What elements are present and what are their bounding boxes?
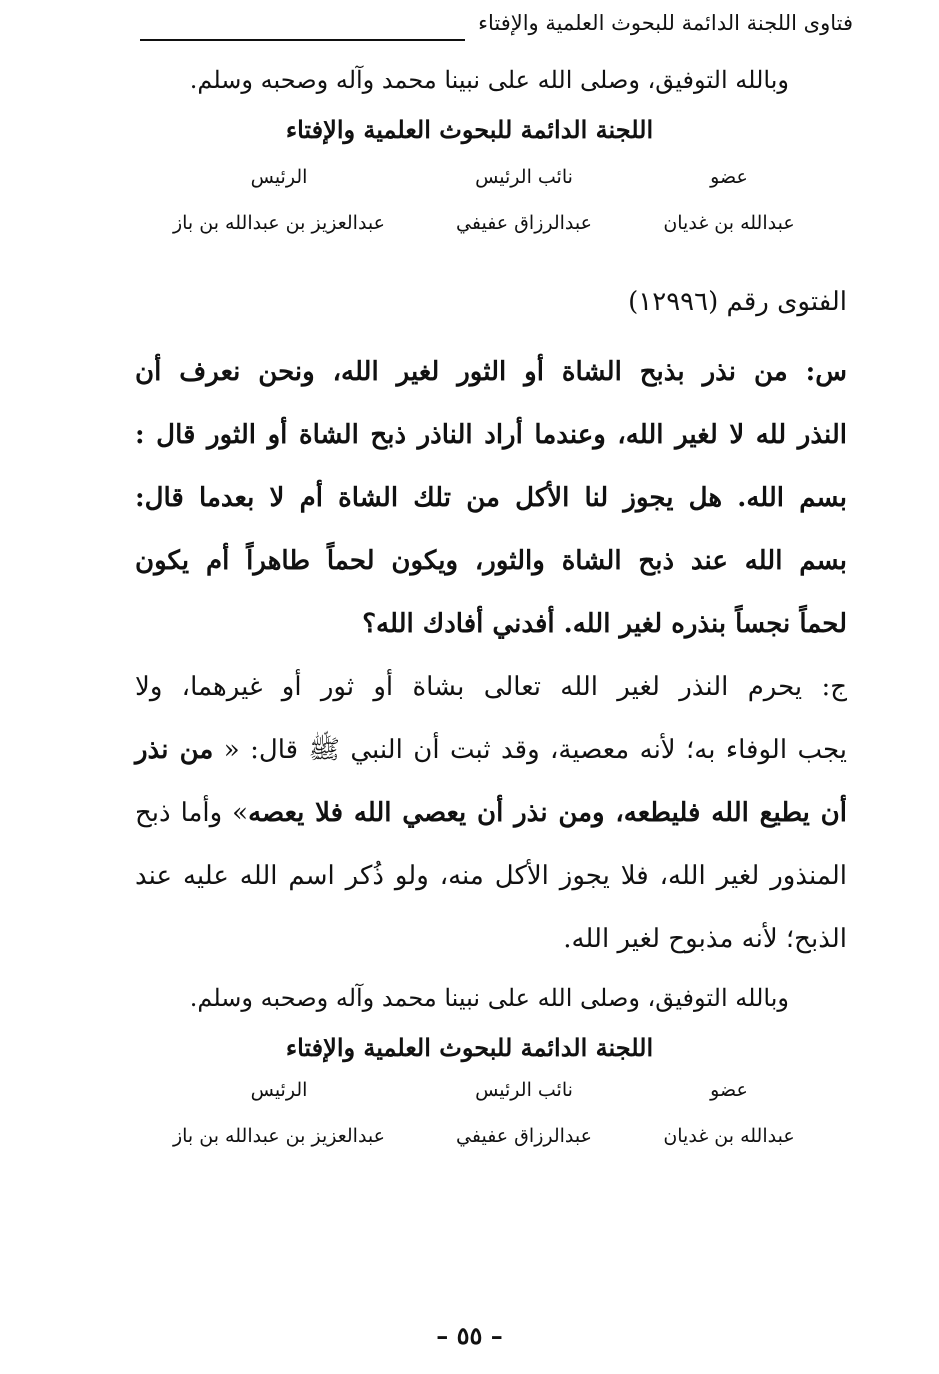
signatures-block (172, 163, 809, 243)
signature-name: عبدالرزاق عفيفي (456, 212, 592, 234)
signature-name: عبدالله بن غديان (663, 212, 795, 234)
signature-role: عضو (710, 1079, 748, 1101)
signature-role: نائب الرئيس (475, 1079, 573, 1101)
hadith-text: أن يطيع الله فليطعه، ومن نذر أن يعصي الله فلا يعصه (248, 798, 847, 828)
question-line: بسم الله عند ذبح الشاة والثور، ويكون لحماً طاهراً أم يكون (135, 546, 847, 576)
signature-vice-president (439, 1076, 609, 1150)
signature-president (169, 1076, 389, 1150)
signature-vice-president (439, 163, 609, 237)
answer-text: يجب الوفاء به؛ لأنه معصية، وقد ثبت أن النبي ﷺ قال: « (223, 735, 848, 765)
fatwa-number: الفتوى رقم (١٢٩٩٦) (628, 287, 847, 317)
signature-name: عبدالرزاق عفيفي (456, 1125, 592, 1147)
signature-name: عبدالعزيز بن عبدالله بن باز (172, 212, 386, 234)
signature-role: نائب الرئيس (475, 166, 573, 188)
answer-line: ج: يحرم النذر لغير الله تعالى بشاة أو ثور أو غيرهما، ولا (135, 672, 847, 702)
answer-text: » وأما ذبح (135, 798, 249, 828)
signature-president (169, 163, 389, 237)
signature-member (649, 163, 809, 237)
signature-role: الرئيس (250, 1079, 308, 1101)
question-line: النذر لله لا لغير الله، وعندما أراد الناذر ذبح الشاة أو الثور قال : (135, 420, 847, 450)
page-number: – ٥٥ – (436, 1321, 503, 1350)
signatures-block (172, 1076, 809, 1156)
committee-name: اللجنة الدائمة للبحوث العلمية والإفتاء (285, 115, 654, 144)
answer-line (135, 730, 847, 770)
committee-name: اللجنة الدائمة للبحوث العلمية والإفتاء (285, 1033, 654, 1062)
answer-line: الذبح؛ لأنه مذبوح لغير الله. (563, 924, 847, 954)
answer-line: المنذور لغير الله، فلا يجوز الأكل منه، ولو ذُكر اسم الله عليه عند (135, 861, 847, 891)
signature-role: عضو (710, 166, 748, 188)
header-title: فتاوى اللجنة الدائمة للبحوث العلمية والإفتاء (478, 11, 853, 35)
signature-name: عبدالعزيز بن عبدالله بن باز (172, 1125, 386, 1147)
signature-member (649, 1076, 809, 1150)
hadith-text: من نذر (135, 735, 214, 765)
question-line: بسم الله. هل يجوز لنا الأكل من تلك الشاة أم لا بعدما قال: (135, 483, 847, 513)
signature-name: عبدالله بن غديان (663, 1125, 795, 1147)
signature-role: الرئيس (250, 166, 308, 188)
question-line: س: من نذر بذبح الشاة أو الثور لغير الله، ونحن نعرف أن (135, 357, 847, 387)
running-header (140, 8, 853, 40)
closing-line: وبالله التوفيق، وصلى الله على نبينا محمد وآله وصحبه وسلم. (189, 66, 789, 94)
question-line: لحماً نجساً بنذره لغير الله. أفدني أفادك الله؟ (362, 609, 847, 639)
answer-line (135, 793, 847, 833)
header-rule (140, 39, 465, 41)
closing-line: وبالله التوفيق، وصلى الله على نبينا محمد وآله وصحبه وسلم. (189, 984, 789, 1012)
